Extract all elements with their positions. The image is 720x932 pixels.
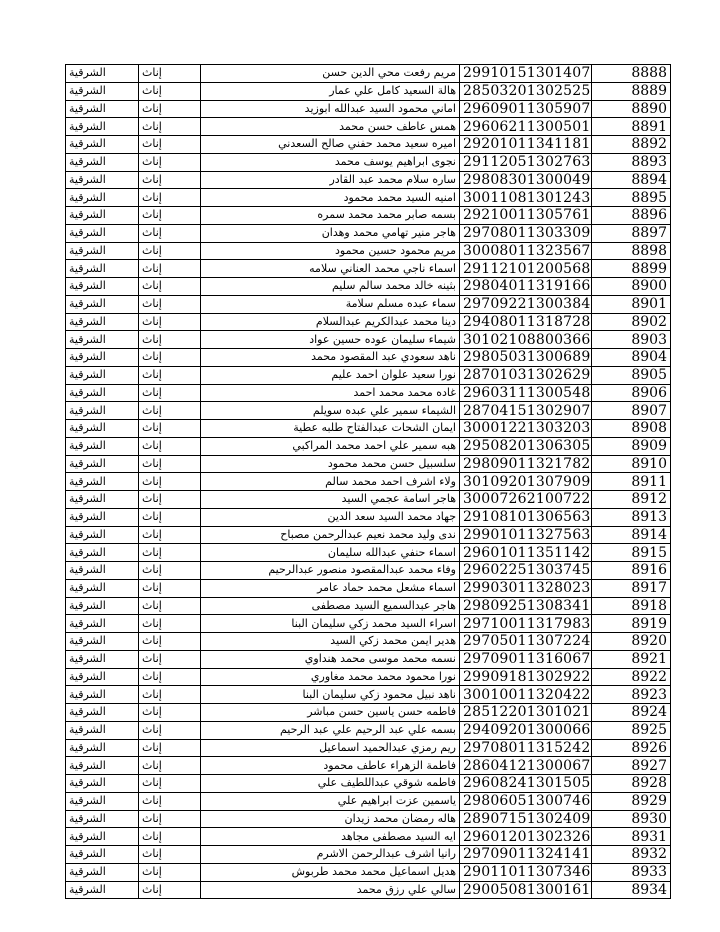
national-id-cell: 29408011318728 <box>460 313 592 331</box>
name-cell: نورا محمود محمد محمد مغاوري <box>201 668 460 686</box>
name-cell: غاده محمد محمد احمد <box>201 384 460 402</box>
gender-cell: إناث <box>139 579 201 597</box>
name-cell: ساره سلام محمد عبد القادر <box>201 171 460 189</box>
governorate-cell: الشرقية <box>66 455 139 473</box>
name-cell: بسمه علي عبد الرحيم علي عبد الرحيم <box>201 721 460 739</box>
gender-cell: إناث <box>139 810 201 828</box>
name-cell: اميره سعيد محمد حفني صالح السعدني <box>201 136 460 154</box>
governorate-cell: الشرقية <box>66 189 139 207</box>
serial-number-cell: 8926 <box>592 739 671 757</box>
serial-number-cell: 8915 <box>592 544 671 562</box>
national-id-cell: 29909181302922 <box>460 668 592 686</box>
national-id-cell: 29201011341181 <box>460 136 592 154</box>
governorate-cell: الشرقية <box>66 881 139 899</box>
national-id-cell: 29608241301505 <box>460 775 592 793</box>
national-id-cell: 29806051300746 <box>460 792 592 810</box>
serial-number-cell: 8914 <box>592 526 671 544</box>
serial-number-cell: 8898 <box>592 242 671 260</box>
governorate-cell: الشرقية <box>66 615 139 633</box>
gender-cell: إناث <box>139 136 201 154</box>
name-cell: مريم رفعت محي الدين حسن <box>201 65 460 83</box>
governorate-cell: الشرقية <box>66 775 139 793</box>
serial-number-cell: 8904 <box>592 349 671 367</box>
governorate-cell: الشرقية <box>66 650 139 668</box>
national-id-cell: 29809011321782 <box>460 455 592 473</box>
governorate-cell: الشرقية <box>66 597 139 615</box>
table-row <box>66 420 671 438</box>
serial-number-cell: 8931 <box>592 828 671 846</box>
name-cell: الشيماء سمير علي عبده سويلم <box>201 402 460 420</box>
serial-number-cell: 8913 <box>592 508 671 526</box>
table-row <box>66 508 671 526</box>
national-id-cell: 30102108800366 <box>460 331 592 349</box>
serial-number-cell: 8927 <box>592 757 671 775</box>
national-id-cell: 30010011320422 <box>460 686 592 704</box>
name-cell: همس عاطف حسن محمد <box>201 118 460 136</box>
name-cell: بثينه خالد محمد سالم سليم <box>201 278 460 296</box>
data-table <box>65 64 671 899</box>
table-row <box>66 491 671 509</box>
name-cell: ندى وليد محمد نعيم عبدالرحمن مصباح <box>201 526 460 544</box>
national-id-cell: 29910151301407 <box>460 65 592 83</box>
gender-cell: إناث <box>139 420 201 438</box>
governorate-cell: الشرقية <box>66 473 139 491</box>
serial-number-cell: 8907 <box>592 402 671 420</box>
table-row <box>66 402 671 420</box>
serial-number-cell: 8922 <box>592 668 671 686</box>
governorate-cell: الشرقية <box>66 704 139 722</box>
table-row <box>66 597 671 615</box>
table-row <box>66 526 671 544</box>
name-cell: سالي علي رزق محمد <box>201 881 460 899</box>
governorate-cell: الشرقية <box>66 810 139 828</box>
governorate-cell: الشرقية <box>66 686 139 704</box>
name-cell: اسماء مشعل محمد حماد عامر <box>201 579 460 597</box>
national-id-cell: 28604121300067 <box>460 757 592 775</box>
name-cell: مريم محمود حسين محمود <box>201 242 460 260</box>
gender-cell: إناث <box>139 775 201 793</box>
name-cell: وفاء محمد عبدالمقصود منصور عبدالرحيم <box>201 562 460 580</box>
governorate-cell: الشرقية <box>66 721 139 739</box>
national-id-cell: 29005081300161 <box>460 881 592 899</box>
table-row <box>66 633 671 651</box>
governorate-cell: الشرقية <box>66 633 139 651</box>
name-cell: شيماء سليمان عوده حسين عواد <box>201 331 460 349</box>
governorate-cell: الشرقية <box>66 349 139 367</box>
table-row <box>66 118 671 136</box>
gender-cell: إناث <box>139 242 201 260</box>
gender-cell: إناث <box>139 668 201 686</box>
gender-cell: إناث <box>139 100 201 118</box>
governorate-cell: الشرقية <box>66 668 139 686</box>
serial-number-cell: 8891 <box>592 118 671 136</box>
national-id-cell: 29609011305907 <box>460 100 592 118</box>
table-row <box>66 668 671 686</box>
governorate-cell: الشرقية <box>66 224 139 242</box>
gender-cell: إناث <box>139 153 201 171</box>
governorate-cell: الشرقية <box>66 207 139 225</box>
table-row <box>66 313 671 331</box>
gender-cell: إناث <box>139 171 201 189</box>
national-id-cell: 30109201307909 <box>460 473 592 491</box>
table-row <box>66 828 671 846</box>
governorate-cell: الشرقية <box>66 313 139 331</box>
gender-cell: إناث <box>139 295 201 313</box>
national-id-cell: 29705011307224 <box>460 633 592 651</box>
serial-number-cell: 8920 <box>592 633 671 651</box>
gender-cell: إناث <box>139 863 201 881</box>
table-row <box>66 242 671 260</box>
table-row <box>66 384 671 402</box>
serial-number-cell: 8903 <box>592 331 671 349</box>
gender-cell: إناث <box>139 739 201 757</box>
name-cell: امنيه السيد محمد محمود <box>201 189 460 207</box>
serial-number-cell: 8929 <box>592 792 671 810</box>
national-id-cell: 29601011351142 <box>460 544 592 562</box>
table-row <box>66 757 671 775</box>
gender-cell: إناث <box>139 65 201 83</box>
table-row <box>66 455 671 473</box>
governorate-cell: الشرقية <box>66 171 139 189</box>
name-cell: جهاد محمد السيد سعد الدين <box>201 508 460 526</box>
gender-cell: إناث <box>139 508 201 526</box>
gender-cell: إناث <box>139 721 201 739</box>
table-row <box>66 366 671 384</box>
governorate-cell: الشرقية <box>66 366 139 384</box>
national-id-cell: 29808301300049 <box>460 171 592 189</box>
serial-number-cell: 8906 <box>592 384 671 402</box>
governorate-cell: الشرقية <box>66 562 139 580</box>
name-cell: ياسمين عزت ابراهيم علي <box>201 792 460 810</box>
gender-cell: إناث <box>139 881 201 899</box>
name-cell: هاله رمضان محمد زيدان <box>201 810 460 828</box>
name-cell: رانيا اشرف عبدالرحمن الاشرم <box>201 846 460 864</box>
governorate-cell: الشرقية <box>66 491 139 509</box>
table-row <box>66 704 671 722</box>
table-row <box>66 349 671 367</box>
name-cell: نجوى ابراهيم يوسف محمد <box>201 153 460 171</box>
name-cell: فاطمه شوقي عبداللطيف علي <box>201 775 460 793</box>
serial-number-cell: 8925 <box>592 721 671 739</box>
name-cell: نسمه محمد موسى محمد هنداوي <box>201 650 460 668</box>
governorate-cell: الشرقية <box>66 295 139 313</box>
table-row <box>66 775 671 793</box>
national-id-cell: 29602251303745 <box>460 562 592 580</box>
governorate-cell: الشرقية <box>66 65 139 83</box>
table-row <box>66 100 671 118</box>
serial-number-cell: 8934 <box>592 881 671 899</box>
table-row <box>66 224 671 242</box>
national-id-cell: 28907151302409 <box>460 810 592 828</box>
governorate-cell: الشرقية <box>66 331 139 349</box>
national-id-cell: 29709011324141 <box>460 846 592 864</box>
national-id-cell: 28503201302525 <box>460 82 592 100</box>
serial-number-cell: 8916 <box>592 562 671 580</box>
serial-number-cell: 8908 <box>592 420 671 438</box>
national-id-cell: 29011011307346 <box>460 863 592 881</box>
national-id-cell: 29709011316067 <box>460 650 592 668</box>
governorate-cell: الشرقية <box>66 242 139 260</box>
name-cell: هدير ايمن محمد زكي السيد <box>201 633 460 651</box>
name-cell: اسماء ناجي محمد العناني سلامه <box>201 260 460 278</box>
name-cell: اسراء السيد محمد زكي سليمان البنا <box>201 615 460 633</box>
table-row <box>66 686 671 704</box>
serial-number-cell: 8896 <box>592 207 671 225</box>
national-id-cell: 29601201302326 <box>460 828 592 846</box>
serial-number-cell: 8921 <box>592 650 671 668</box>
name-cell: نورا سعيد علوان احمد عليم <box>201 366 460 384</box>
serial-number-cell: 8901 <box>592 295 671 313</box>
table-row <box>66 579 671 597</box>
serial-number-cell: 8893 <box>592 153 671 171</box>
gender-cell: إناث <box>139 544 201 562</box>
name-cell: ايمان الشحات عبدالفتاح طلبه عطية <box>201 420 460 438</box>
name-cell: ناهد سعودي عبد المقصود محمد <box>201 349 460 367</box>
governorate-cell: الشرقية <box>66 508 139 526</box>
name-cell: هبه سمير علي احمد محمد المراكبي <box>201 437 460 455</box>
gender-cell: إناث <box>139 402 201 420</box>
serial-number-cell: 8905 <box>592 366 671 384</box>
governorate-cell: الشرقية <box>66 420 139 438</box>
table-row <box>66 153 671 171</box>
gender-cell: إناث <box>139 224 201 242</box>
serial-number-cell: 8923 <box>592 686 671 704</box>
table-row <box>66 331 671 349</box>
national-id-cell: 29603111300548 <box>460 384 592 402</box>
gender-cell: إناث <box>139 704 201 722</box>
serial-number-cell: 8900 <box>592 278 671 296</box>
national-id-cell: 29901011327563 <box>460 526 592 544</box>
table-row <box>66 207 671 225</box>
gender-cell: إناث <box>139 526 201 544</box>
serial-number-cell: 8924 <box>592 704 671 722</box>
national-id-cell: 28512201301021 <box>460 704 592 722</box>
table-row <box>66 65 671 83</box>
gender-cell: إناث <box>139 650 201 668</box>
gender-cell: إناث <box>139 82 201 100</box>
serial-number-cell: 8892 <box>592 136 671 154</box>
governorate-cell: الشرقية <box>66 579 139 597</box>
table-row <box>66 562 671 580</box>
national-id-cell: 29809251308341 <box>460 597 592 615</box>
gender-cell: إناث <box>139 846 201 864</box>
national-id-cell: 29708011303309 <box>460 224 592 242</box>
table-row <box>66 792 671 810</box>
governorate-cell: الشرقية <box>66 739 139 757</box>
table-row <box>66 650 671 668</box>
serial-number-cell: 8933 <box>592 863 671 881</box>
name-cell: بسمه صابر محمد محمد سمره <box>201 207 460 225</box>
governorate-cell: الشرقية <box>66 100 139 118</box>
governorate-cell: الشرقية <box>66 757 139 775</box>
gender-cell: إناث <box>139 366 201 384</box>
gender-cell: إناث <box>139 633 201 651</box>
serial-number-cell: 8902 <box>592 313 671 331</box>
governorate-cell: الشرقية <box>66 82 139 100</box>
governorate-cell: الشرقية <box>66 118 139 136</box>
table-row <box>66 136 671 154</box>
serial-number-cell: 8899 <box>592 260 671 278</box>
governorate-cell: الشرقية <box>66 402 139 420</box>
national-id-cell: 29508201306305 <box>460 437 592 455</box>
serial-number-cell: 8890 <box>592 100 671 118</box>
table-row <box>66 278 671 296</box>
gender-cell: إناث <box>139 597 201 615</box>
gender-cell: إناث <box>139 455 201 473</box>
name-cell: ناهد نبيل محمود زكي سليمان البنا <box>201 686 460 704</box>
governorate-cell: الشرقية <box>66 526 139 544</box>
national-id-cell: 29409201300066 <box>460 721 592 739</box>
gender-cell: إناث <box>139 260 201 278</box>
table-row <box>66 295 671 313</box>
table-row <box>66 437 671 455</box>
serial-number-cell: 8911 <box>592 473 671 491</box>
gender-cell: إناث <box>139 437 201 455</box>
table-row <box>66 260 671 278</box>
table-row <box>66 739 671 757</box>
gender-cell: إناث <box>139 384 201 402</box>
national-id-cell: 29804011319166 <box>460 278 592 296</box>
governorate-cell: الشرقية <box>66 136 139 154</box>
national-id-cell: 29112051302763 <box>460 153 592 171</box>
table-row <box>66 615 671 633</box>
governorate-cell: الشرقية <box>66 544 139 562</box>
gender-cell: إناث <box>139 686 201 704</box>
name-cell: دينا محمد عبدالكريم عبدالسلام <box>201 313 460 331</box>
governorate-cell: الشرقية <box>66 153 139 171</box>
gender-cell: إناث <box>139 313 201 331</box>
serial-number-cell: 8912 <box>592 491 671 509</box>
governorate-cell: الشرقية <box>66 260 139 278</box>
national-id-cell: 29709221300384 <box>460 295 592 313</box>
gender-cell: إناث <box>139 189 201 207</box>
serial-number-cell: 8928 <box>592 775 671 793</box>
gender-cell: إناث <box>139 828 201 846</box>
table-row <box>66 473 671 491</box>
gender-cell: إناث <box>139 118 201 136</box>
table-row <box>66 721 671 739</box>
gender-cell: إناث <box>139 792 201 810</box>
national-id-cell: 30011081301243 <box>460 189 592 207</box>
serial-number-cell: 8910 <box>592 455 671 473</box>
name-cell: ايه السيد مصطفى مجاهد <box>201 828 460 846</box>
table-row <box>66 846 671 864</box>
governorate-cell: الشرقية <box>66 863 139 881</box>
table-row <box>66 810 671 828</box>
name-cell: هاجر عبدالسميع السيد مصطفى <box>201 597 460 615</box>
national-id-cell: 29112101200568 <box>460 260 592 278</box>
table-body <box>66 65 671 899</box>
national-id-cell: 30008011323567 <box>460 242 592 260</box>
name-cell: هالة السعيد كامل علي عمار <box>201 82 460 100</box>
serial-number-cell: 8918 <box>592 597 671 615</box>
gender-cell: إناث <box>139 615 201 633</box>
name-cell: سماء عبده مسلم سلامة <box>201 295 460 313</box>
name-cell: هاجر اسامة عجمي السيد <box>201 491 460 509</box>
gender-cell: إناث <box>139 757 201 775</box>
gender-cell: إناث <box>139 207 201 225</box>
national-id-cell: 29903011328023 <box>460 579 592 597</box>
name-cell: هاجر منير تهامي محمد وهدان <box>201 224 460 242</box>
table-row <box>66 171 671 189</box>
name-cell: هديل اسماعيل محمد محمد طربوش <box>201 863 460 881</box>
serial-number-cell: 8909 <box>592 437 671 455</box>
national-id-cell: 29210011305761 <box>460 207 592 225</box>
national-id-cell: 28704151302907 <box>460 402 592 420</box>
name-cell: سلسبيل حسن محمد محمود <box>201 455 460 473</box>
serial-number-cell: 8932 <box>592 846 671 864</box>
table-row <box>66 881 671 899</box>
national-id-cell: 29805031300689 <box>460 349 592 367</box>
governorate-cell: الشرقية <box>66 278 139 296</box>
table-row <box>66 189 671 207</box>
table-row <box>66 544 671 562</box>
serial-number-cell: 8894 <box>592 171 671 189</box>
serial-number-cell: 8895 <box>592 189 671 207</box>
governorate-cell: الشرقية <box>66 384 139 402</box>
national-id-cell: 29708011315242 <box>460 739 592 757</box>
name-cell: فاطمة الزهراء عاطف محمود <box>201 757 460 775</box>
governorate-cell: الشرقية <box>66 437 139 455</box>
governorate-cell: الشرقية <box>66 828 139 846</box>
name-cell: اماني محمود السيد عبدالله ابوزيد <box>201 100 460 118</box>
national-id-cell: 29710011317983 <box>460 615 592 633</box>
national-id-cell: 29108101306563 <box>460 508 592 526</box>
name-cell: فاطمه حسن ياسين حسن مباشر <box>201 704 460 722</box>
gender-cell: إناث <box>139 491 201 509</box>
serial-number-cell: 8897 <box>592 224 671 242</box>
name-cell: اسماء حنفي عبدالله سليمان <box>201 544 460 562</box>
governorate-cell: الشرقية <box>66 846 139 864</box>
serial-number-cell: 8888 <box>592 65 671 83</box>
gender-cell: إناث <box>139 278 201 296</box>
national-id-cell: 30007262100722 <box>460 491 592 509</box>
national-id-cell: 30001221303203 <box>460 420 592 438</box>
name-cell: ريم رمزي عبدالحميد اسماعيل <box>201 739 460 757</box>
table-row <box>66 863 671 881</box>
gender-cell: إناث <box>139 473 201 491</box>
table-row <box>66 82 671 100</box>
serial-number-cell: 8889 <box>592 82 671 100</box>
serial-number-cell: 8919 <box>592 615 671 633</box>
serial-number-cell: 8930 <box>592 810 671 828</box>
gender-cell: إناث <box>139 562 201 580</box>
name-cell: ولاء اشرف احمد محمد سالم <box>201 473 460 491</box>
governorate-cell: الشرقية <box>66 792 139 810</box>
serial-number-cell: 8917 <box>592 579 671 597</box>
national-id-cell: 29606211300501 <box>460 118 592 136</box>
national-id-cell: 28701031302629 <box>460 366 592 384</box>
gender-cell: إناث <box>139 331 201 349</box>
gender-cell: إناث <box>139 349 201 367</box>
